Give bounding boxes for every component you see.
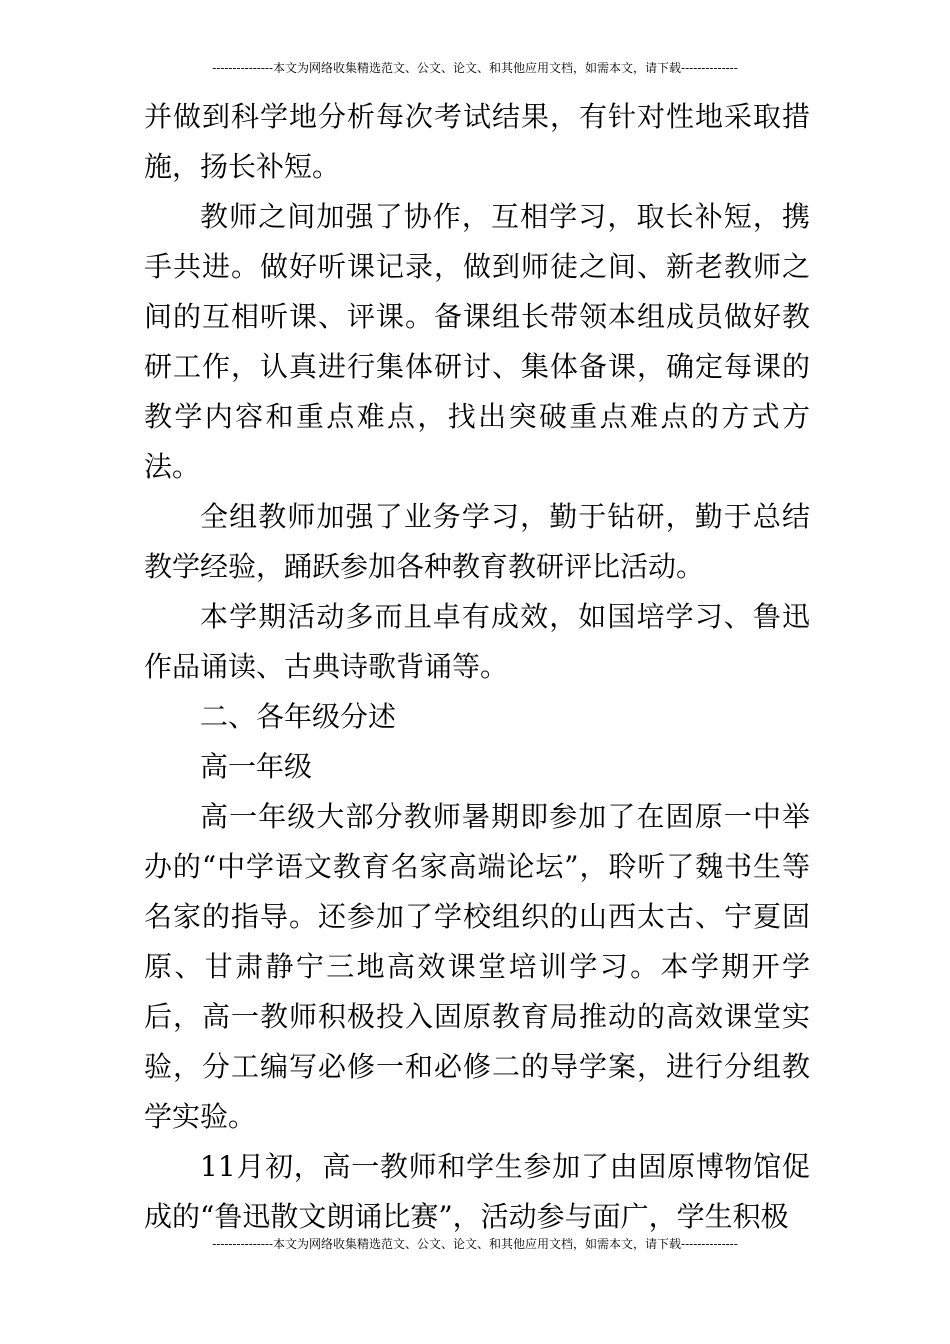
subsection-heading: 高一年级 <box>200 750 313 783</box>
page-header: ---------------本文为网络收集精选范文、公文、论文、和其他应用文档，如需本文，请下载-------------- <box>212 61 738 75</box>
section-heading: 二、各年级分述 <box>200 700 397 733</box>
paragraph: 11月初，高一教师和学生参加了由固原博物馆促成的“鲁迅散文朗诵比赛”，活动参与面广，学生积极 <box>144 1150 810 1233</box>
paragraph: 本学期活动多而且卓有成效，如国培学习、鲁迅作品诵读、古典诗歌背诵等。 <box>144 600 810 683</box>
paragraph: 全组教师加强了业务学习，勤于钻研，勤于总结教学经验，踊跃参加各种教育教研评比活动。 <box>144 500 810 583</box>
paragraph: 并做到科学地分析每次考试结果，有针对性地采取措施，扬长补短。 <box>144 100 810 183</box>
page-footer: ---------------本文为网络收集精选范文、公文、论文、和其他应用文档，如需本文，请下载-------------- <box>212 1237 738 1251</box>
document-body <box>144 92 810 1242</box>
paragraph: 高一年级大部分教师暑期即参加了在固原一中举办的“中学语文教育名家高端论坛”，聆听了魏书生等名家的指导。还参加了学校组织的山西太古、宁夏固原、甘肃静宁三地高效课堂培训学习。本学期开学后，高一教师积极投入固原教育局推动的高效课堂实验，分工编写必修一和必修二的导学案，进行分组教学实验。 <box>144 800 810 1133</box>
paragraph: 教师之间加强了协作，互相学习，取长补短，携手共进。做好听课记录，做到师徒之间、新老教师之间的互相听课、评课。备课组长带领本组成员做好教研工作，认真进行集体研讨、集体备课，确定每课的教学内容和重点难点，找出突破重点难点的方式方法。 <box>144 200 810 483</box>
